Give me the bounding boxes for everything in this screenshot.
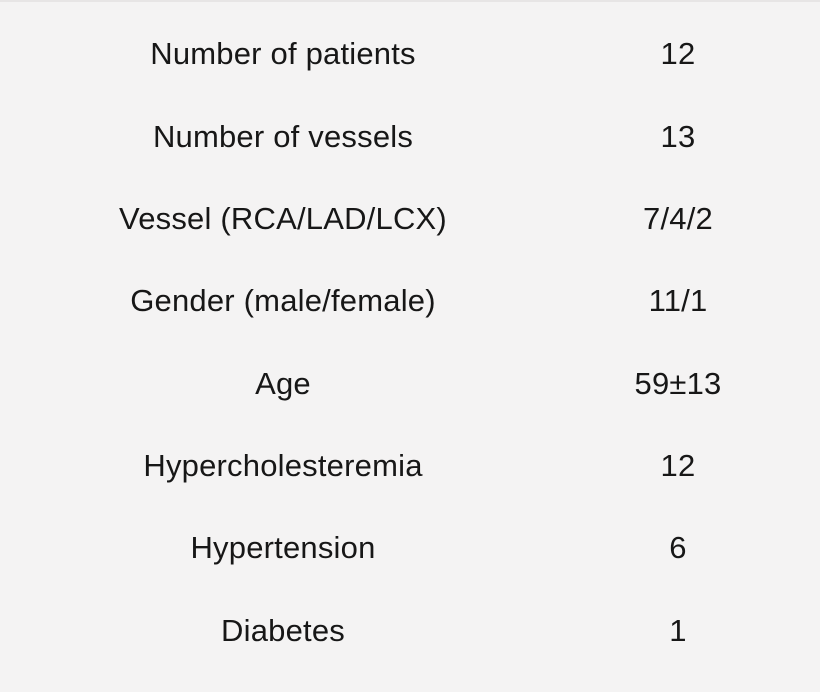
table-row	[0, 590, 820, 672]
row-value: 6	[669, 530, 687, 566]
row-label: Number of patients	[150, 36, 416, 72]
row-value: 13	[660, 118, 696, 154]
row-value: 12	[660, 36, 696, 72]
table-row	[0, 507, 820, 589]
table-row	[0, 260, 820, 342]
row-value: 11/1	[648, 283, 708, 319]
table-row	[0, 95, 820, 177]
row-value: 12	[660, 448, 696, 484]
row-value: 1	[669, 612, 687, 648]
row-label: Hypertension	[190, 530, 376, 566]
row-label: Diabetes	[221, 612, 345, 648]
table-row	[0, 425, 820, 507]
table-row	[0, 13, 820, 95]
table-row	[0, 178, 820, 260]
row-label: Vessel (RCA/LAD/LCX)	[119, 200, 447, 236]
row-label: Age	[255, 365, 311, 401]
page-top-edge	[0, 0, 820, 2]
row-label: Hypercholesteremia	[143, 448, 423, 484]
table-row	[0, 343, 820, 425]
row-label: Gender (male/female)	[130, 283, 436, 319]
row-value: 59±13	[634, 365, 722, 401]
row-value: 7/4/2	[643, 200, 713, 236]
row-label: Number of vessels	[152, 118, 414, 154]
